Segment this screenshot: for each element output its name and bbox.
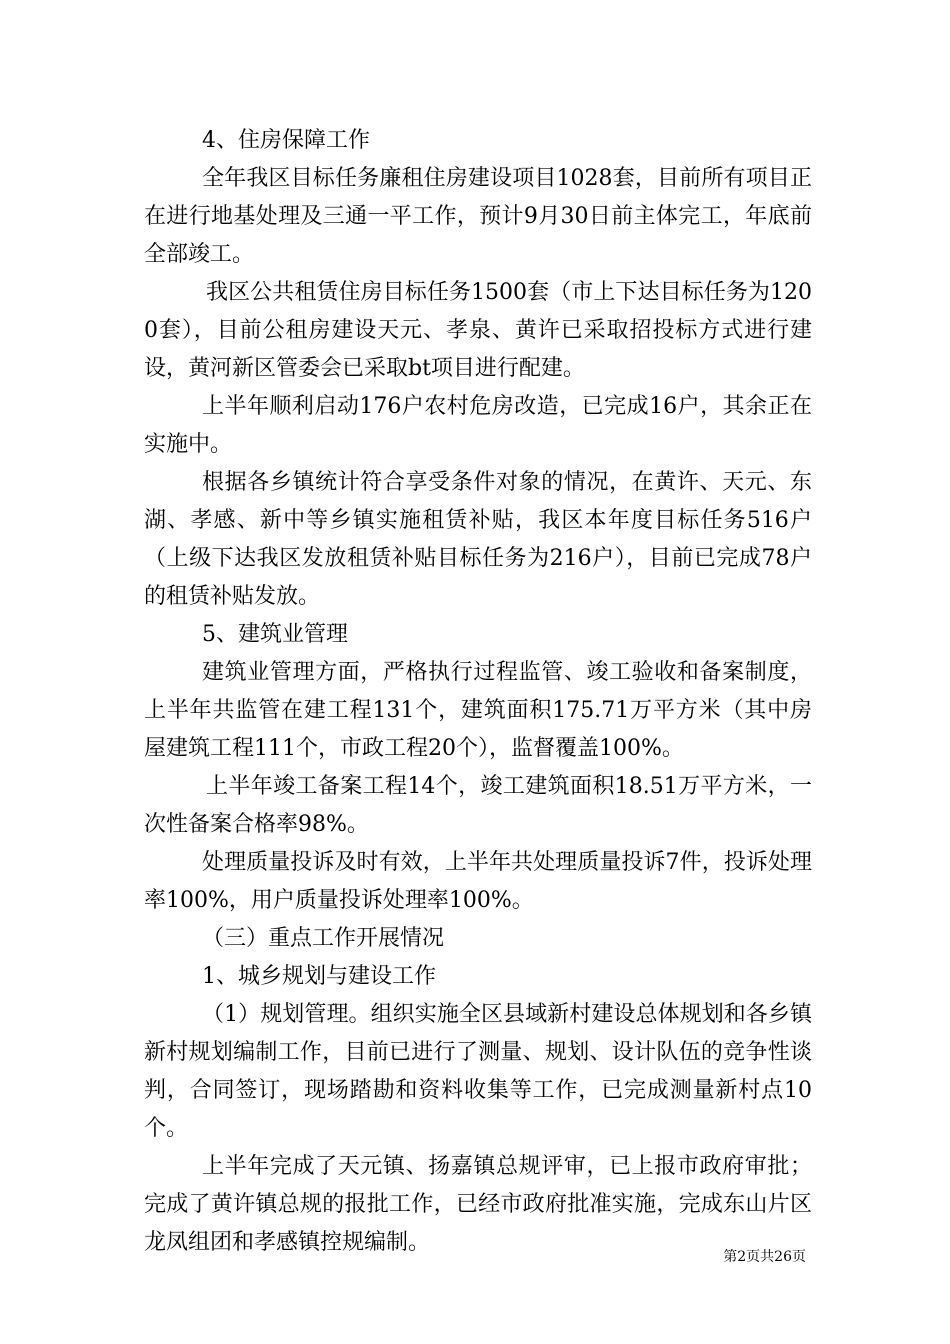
paragraph-quality-complaints: 处理质量投诉及时有效，上半年共处理质量投诉7件，投诉处理率100%，用户质量投诉处理率100%。 bbox=[144, 850, 812, 913]
paragraph-construction-supervision: 建筑业管理方面，严格执行过程监管、竣工验收和备案制度，上半年共监管在建工程131个，建筑面积175.71万平方米（其中房屋建筑工程111个，市政工程20个），监督覆盖100%。 bbox=[144, 660, 812, 761]
body-text bbox=[144, 122, 812, 1262]
paragraph-master-plan-review: 上半年完成了天元镇、扬嘉镇总规评审，已上报市政府审批；完成了黄许镇总规的报批工作，已经市政府批准实施，完成东山片区龙凤组团和孝感镇控规编制。 bbox=[144, 1154, 812, 1255]
paragraph-planning-management: （1）规划管理。组织实施全区县域新村建设总体规划和各乡镇新村规划编制工作，目前已进行了测量、规划、设计队伍的竞争性谈判，合同签订，现场踏勘和资料收集等工作，已完成测量新村点10个。 bbox=[144, 1002, 812, 1141]
paragraph-completion-filing: 上半年竣工备案工程14个，竣工建筑面积18.51万平方米，一次性备案合格率98%。 bbox=[144, 774, 812, 837]
paragraph-public-rental: 我区公共租赁住房目标任务1500套（市上下达目标任务为1200套），目前公租房建设天元、孝泉、黄许已采取招投标方式进行建设，黄河新区管委会已采取bt项目进行配建。 bbox=[144, 280, 812, 381]
paragraph-lowrent-housing: 全年我区目标任务廉租住房建设项目1028套，目前所有项目正在进行地基处理及三通一平工作，预计9月30日前主体完工，年底前全部竣工。 bbox=[144, 166, 812, 267]
heading-construction-management: 5、建筑业管理 bbox=[202, 622, 348, 647]
paragraph-rural-renovation: 上半年顺利启动176户农村危房改造，已完成16户，其余正在实施中。 bbox=[144, 394, 812, 457]
heading-key-work: （三）重点工作开展情况 bbox=[202, 926, 445, 951]
heading-housing-security: 4、住房保障工作 bbox=[202, 128, 370, 153]
page-number: 第2页共26页 bbox=[723, 1249, 806, 1265]
heading-urban-rural-planning: 1、城乡规划与建设工作 bbox=[202, 964, 436, 989]
paragraph-rent-subsidy: 根据各乡镇统计符合享受条件对象的情况，在黄许、天元、东湖、孝感、新中等乡镇实施租赁补贴，我区本年度目标任务516户（上级下达我区发放租赁补贴目标任务为216户），目前已完成78户的租赁补贴发放。 bbox=[144, 470, 812, 609]
